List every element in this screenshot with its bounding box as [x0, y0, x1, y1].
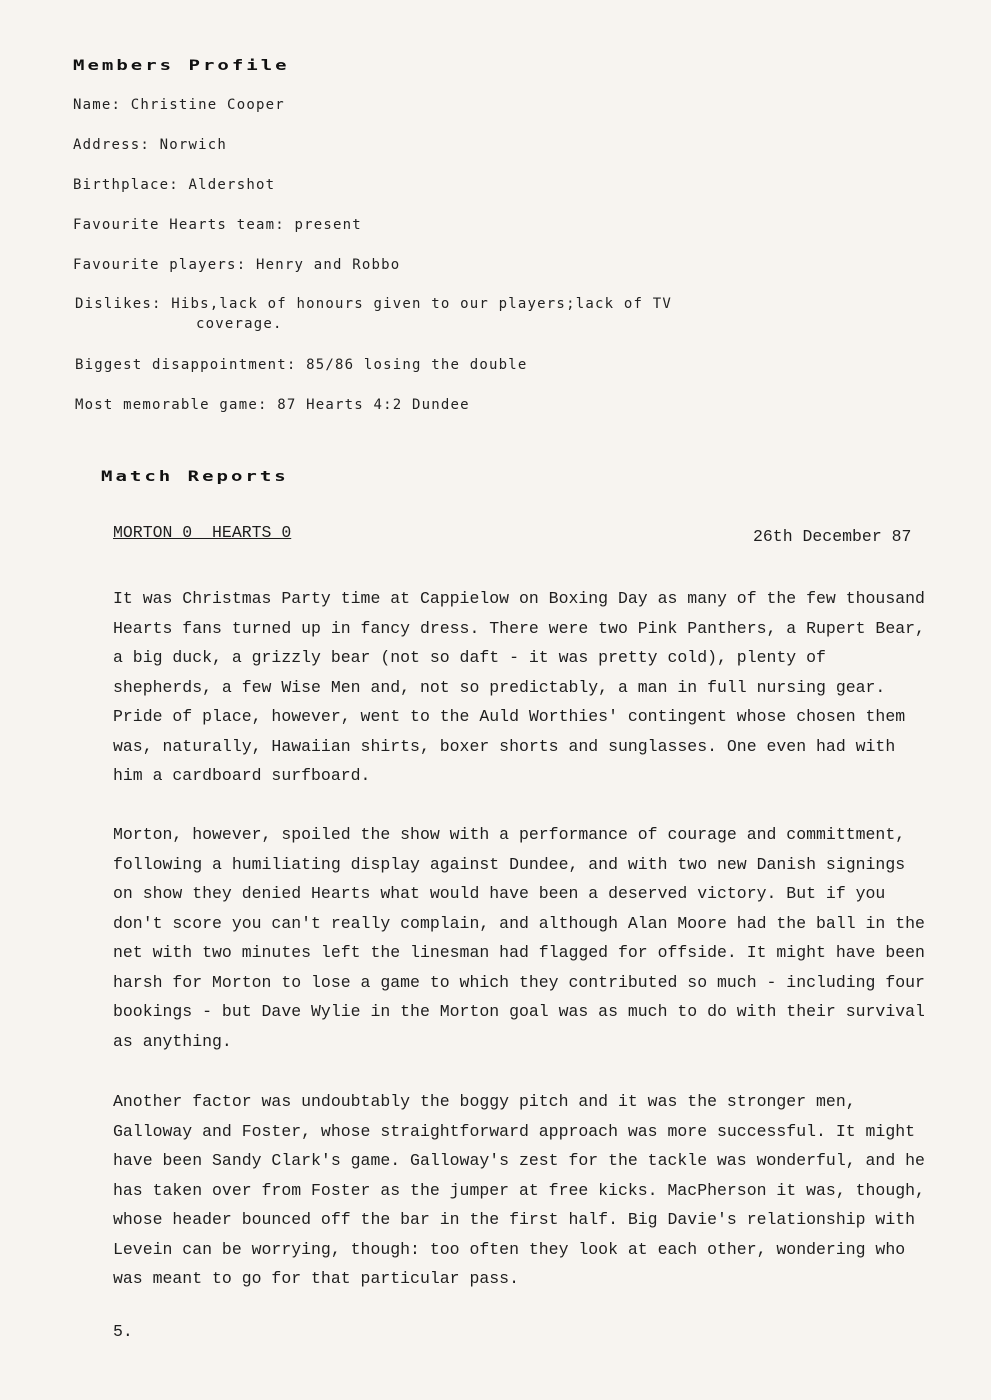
- profile-name: Name: Christine Cooper: [73, 97, 285, 113]
- profile-dislikes-line1: Dislikes: Hibs,lack of honours given to our players;lack of TV: [75, 296, 672, 312]
- profile-favourite-players: Favourite players: Henry and Robbo: [73, 257, 401, 273]
- profile-biggest-disappointment: Biggest disappointment: 85/86 losing the double: [75, 357, 528, 373]
- profile-dislikes: [75, 296, 672, 332]
- page-number: 5.: [113, 1322, 133, 1341]
- profile-favourite-team: Favourite Hearts team: present: [73, 217, 362, 233]
- members-profile-heading: Members Profile: [73, 57, 290, 74]
- profile-memorable-game: Most memorable game: 87 Hearts 4:2 Dundee: [75, 397, 470, 413]
- report-paragraph-3: Another factor was undoubtably the boggy pitch and it was the stronger men, Galloway and Foster, whose straightforward approach was more successful. It might have been Sandy Clark's game. Galloway's zest for the tackle was wonderful, and he has taken over from Foster as the jumper at free kicks. MacPherson it was, though, whose header bounced off the bar in the first half. Big Davie's relationship with Levein can be worrying, though: too often they look at each other, wondering who was meant to go for that particular pass.: [113, 1092, 925, 1288]
- profile-birthplace: Birthplace: Aldershot: [73, 177, 276, 193]
- profile-dislikes-line2: coverage.: [196, 316, 283, 332]
- report-paragraph-2: Morton, however, spoiled the show with a performance of courage and committment, following a humiliating display against Dundee, and with two new Danish signings on show they denied Hearts what would have been a deserved victory. But if you don't score you can't really complain, and although Alan Moore had the ball in the net with two minutes left the linesman had flagged for offside. It might have been harsh for Morton to lose a game to which they contributed so much - including four bookings - but Dave Wylie in the Morton goal was as much to do with their survival as anything.: [113, 825, 925, 1051]
- match-date: 26th December 87: [753, 527, 912, 546]
- match-reports-heading: Match Reports: [101, 468, 289, 485]
- report-paragraph-1: It was Christmas Party time at Cappielow on Boxing Day as many of the few thousand Hearts fans turned up in fancy dress. There were two Pink Panthers, a Rupert Bear, a big duck, a grizzly bear (not so daft - it was pretty cold), plenty of shepherds, a few Wise Men and, not so predictably, a man in full nursing gear. Pride of place, however, went to the Auld Worthies' contingent whose chosen them was, naturally, Hawaiian shirts, boxer shorts and sunglasses. One even had with him a cardboard surfboard.: [113, 589, 925, 785]
- match-title: MORTON 0 HEARTS 0: [113, 523, 292, 542]
- profile-address: Address: Norwich: [73, 137, 228, 153]
